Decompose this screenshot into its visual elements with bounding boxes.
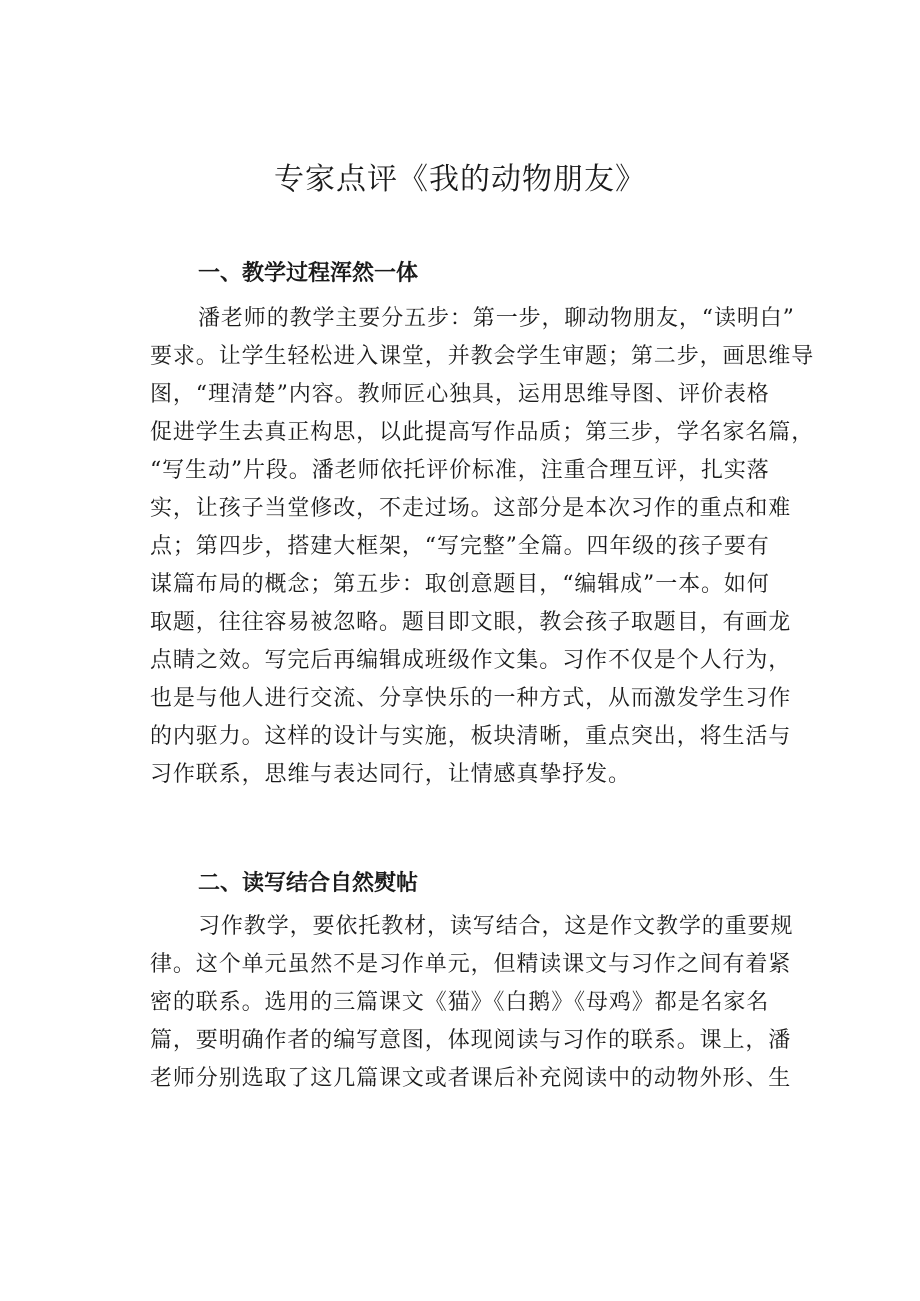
paragraph-line: 促进学生去真正构思，以此提高写作品质；第三步，学名家名篇， [150,420,815,445]
paragraph-line: 习作教学，要依托教材，读写结合，这是作文教学的重要规 [198,914,794,939]
paragraph-line: 图，“理清楚”内容。教师匠心独具，运用思维导图、评价表格 [150,382,770,407]
paragraph-line: 潘老师的教学主要分五步：第一步，聊动物朋友，“读明白” [198,306,795,331]
paragraph-line: 要求。让学生轻松进入课堂，并教会学生审题；第二步，画思维导 [150,344,815,369]
section-2-paragraph [150,908,798,1098]
paragraph-line: 实，让孩子当堂修改，不走过场。这部分是本次习作的重点和难 [150,496,792,521]
document-title: 专家点评《我的动物朋友》 [274,162,646,197]
paragraph-line: 谋篇布局的概念；第五步：取创意题目，“编辑成”一本。如何 [150,572,770,597]
paragraph-line: 也是与他人进行交流、分享快乐的一种方式，从而激发学生习作 [150,686,792,711]
section-heading-2: 二、读写结合自然熨帖 [198,871,419,896]
paragraph-line: 老师分别选取了这几篇课文或者课后补充阅读中的动物外形、生 [150,1066,792,1091]
paragraph-line: 点睛之效。写完后再编辑成班级作文集。习作不仅是个人行为， [150,648,792,673]
paragraph-line: 点；第四步，搭建大框架，“写完整”全篇。四年级的孩子要有 [150,534,770,559]
paragraph-line: 篇，要明确作者的编写意图，体现阅读与习作的联系。课上，潘 [150,1028,792,1053]
section-heading-1: 一、教学过程浑然一体 [198,261,419,286]
section-1-paragraph [150,300,815,794]
paragraph-line: 取题，往往容易被忽略。题目即文眼，教会孩子取题目，有画龙 [150,610,792,635]
paragraph-line: 的内驱力。这样的设计与实施，板块清晰，重点突出，将生活与 [150,724,792,749]
paragraph-line: 习作联系，思维与表达同行，让情感真挚抒发。 [150,762,631,787]
paragraph-line: 律。这个单元虽然不是习作单元，但精读课文与习作之间有着紧 [150,952,792,977]
paragraph-line: 密的联系。选用的三篇课文《猫》《白鹅》《母鸡》都是名家名 [150,990,770,1015]
paragraph-line: “写生动”片段。潘老师依托评价标准，注重合理互评，扎实落 [150,458,770,483]
